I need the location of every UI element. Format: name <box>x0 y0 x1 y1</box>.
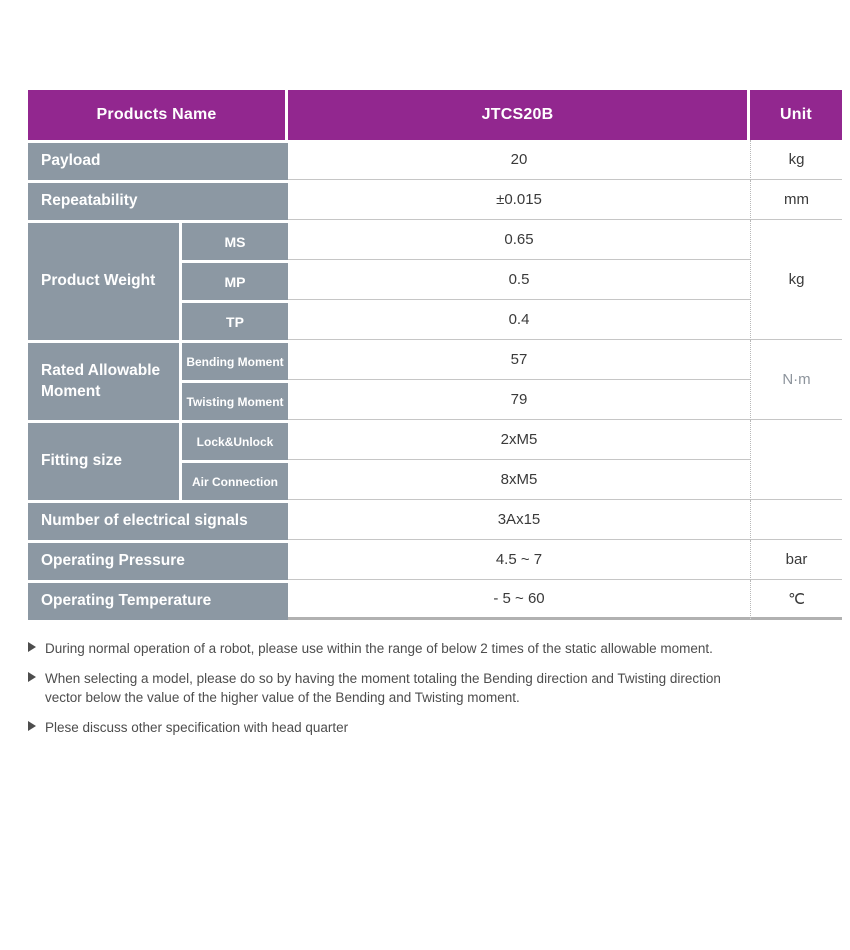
unit-operating-pressure: bar <box>750 540 842 580</box>
footnote-text: During normal operation of a robot, please use within the range of below 2 times of the static allowable moment. <box>45 641 713 656</box>
sub-label-air-connection: Air Connection <box>179 460 288 500</box>
value-operating-temperature: - 5 ~ 60 <box>288 580 750 620</box>
triangle-bullet-icon <box>28 642 36 652</box>
sub-label-ms: MS <box>179 220 288 260</box>
footnotes <box>28 639 820 738</box>
value-electrical-signals: 3Ax15 <box>288 500 750 540</box>
footnote-line-2: vector below the value of the higher value of the Bending and Twisting moment. <box>45 690 520 706</box>
sub-label-mp: MP <box>179 260 288 300</box>
footnote-head-quarter <box>28 718 820 737</box>
row-label-payload: Payload <box>28 140 288 180</box>
row-label-electrical-signals: Number of electrical signals <box>28 500 288 540</box>
value-operating-pressure: 4.5 ~ 7 <box>288 540 750 580</box>
footnote-line-1: When selecting a model, please do so by having the moment totaling the Bending direction and Twisting direction <box>45 671 721 687</box>
header-model-name: JTCS20B <box>288 90 750 140</box>
value-lock-unlock: 2xM5 <box>288 420 750 460</box>
header-unit: Unit <box>750 90 842 140</box>
value-payload: 20 <box>288 140 750 180</box>
row-label-rated-allowable-moment: Rated Allowable Moment <box>28 340 179 420</box>
footnote-text <box>45 669 721 707</box>
value-bending-moment: 57 <box>288 340 750 380</box>
value-twisting-moment: 79 <box>288 380 750 420</box>
footnote-static-moment <box>28 639 820 658</box>
value-air-connection: 8xM5 <box>288 460 750 500</box>
unit-electrical-signals-blank <box>750 500 842 540</box>
value-weight-mp: 0.5 <box>288 260 750 300</box>
value-weight-ms: 0.65 <box>288 220 750 260</box>
spec-table <box>28 90 842 620</box>
row-label-operating-pressure: Operating Pressure <box>28 540 288 580</box>
unit-rated-allowable-moment: N·m <box>750 340 842 420</box>
unit-payload: kg <box>750 140 842 180</box>
triangle-bullet-icon <box>28 672 36 682</box>
row-label-repeatability: Repeatability <box>28 180 288 220</box>
unit-fitting-size-blank <box>750 420 842 500</box>
footnote-text: Plese discuss other specification with head quarter <box>45 720 349 736</box>
row-label-fitting-size: Fitting size <box>28 420 179 500</box>
triangle-bullet-icon <box>28 721 36 731</box>
unit-repeatability: mm <box>750 180 842 220</box>
value-weight-tp: 0.4 <box>288 300 750 340</box>
header-products-name: Products Name <box>28 90 288 140</box>
unit-product-weight: kg <box>750 220 842 340</box>
unit-operating-temperature: ℃ <box>750 580 842 620</box>
sub-label-twisting-moment: Twisting Moment <box>179 380 288 420</box>
row-label-operating-temperature: Operating Temperature <box>28 580 288 620</box>
sub-label-lock-unlock: Lock&Unlock <box>179 420 288 460</box>
sub-label-tp: TP <box>179 300 288 340</box>
sub-label-bending-moment: Bending Moment <box>179 340 288 380</box>
row-label-product-weight: Product Weight <box>28 220 179 340</box>
value-repeatability: ±0.015 <box>288 180 750 220</box>
footnote-model-selection <box>28 669 820 707</box>
